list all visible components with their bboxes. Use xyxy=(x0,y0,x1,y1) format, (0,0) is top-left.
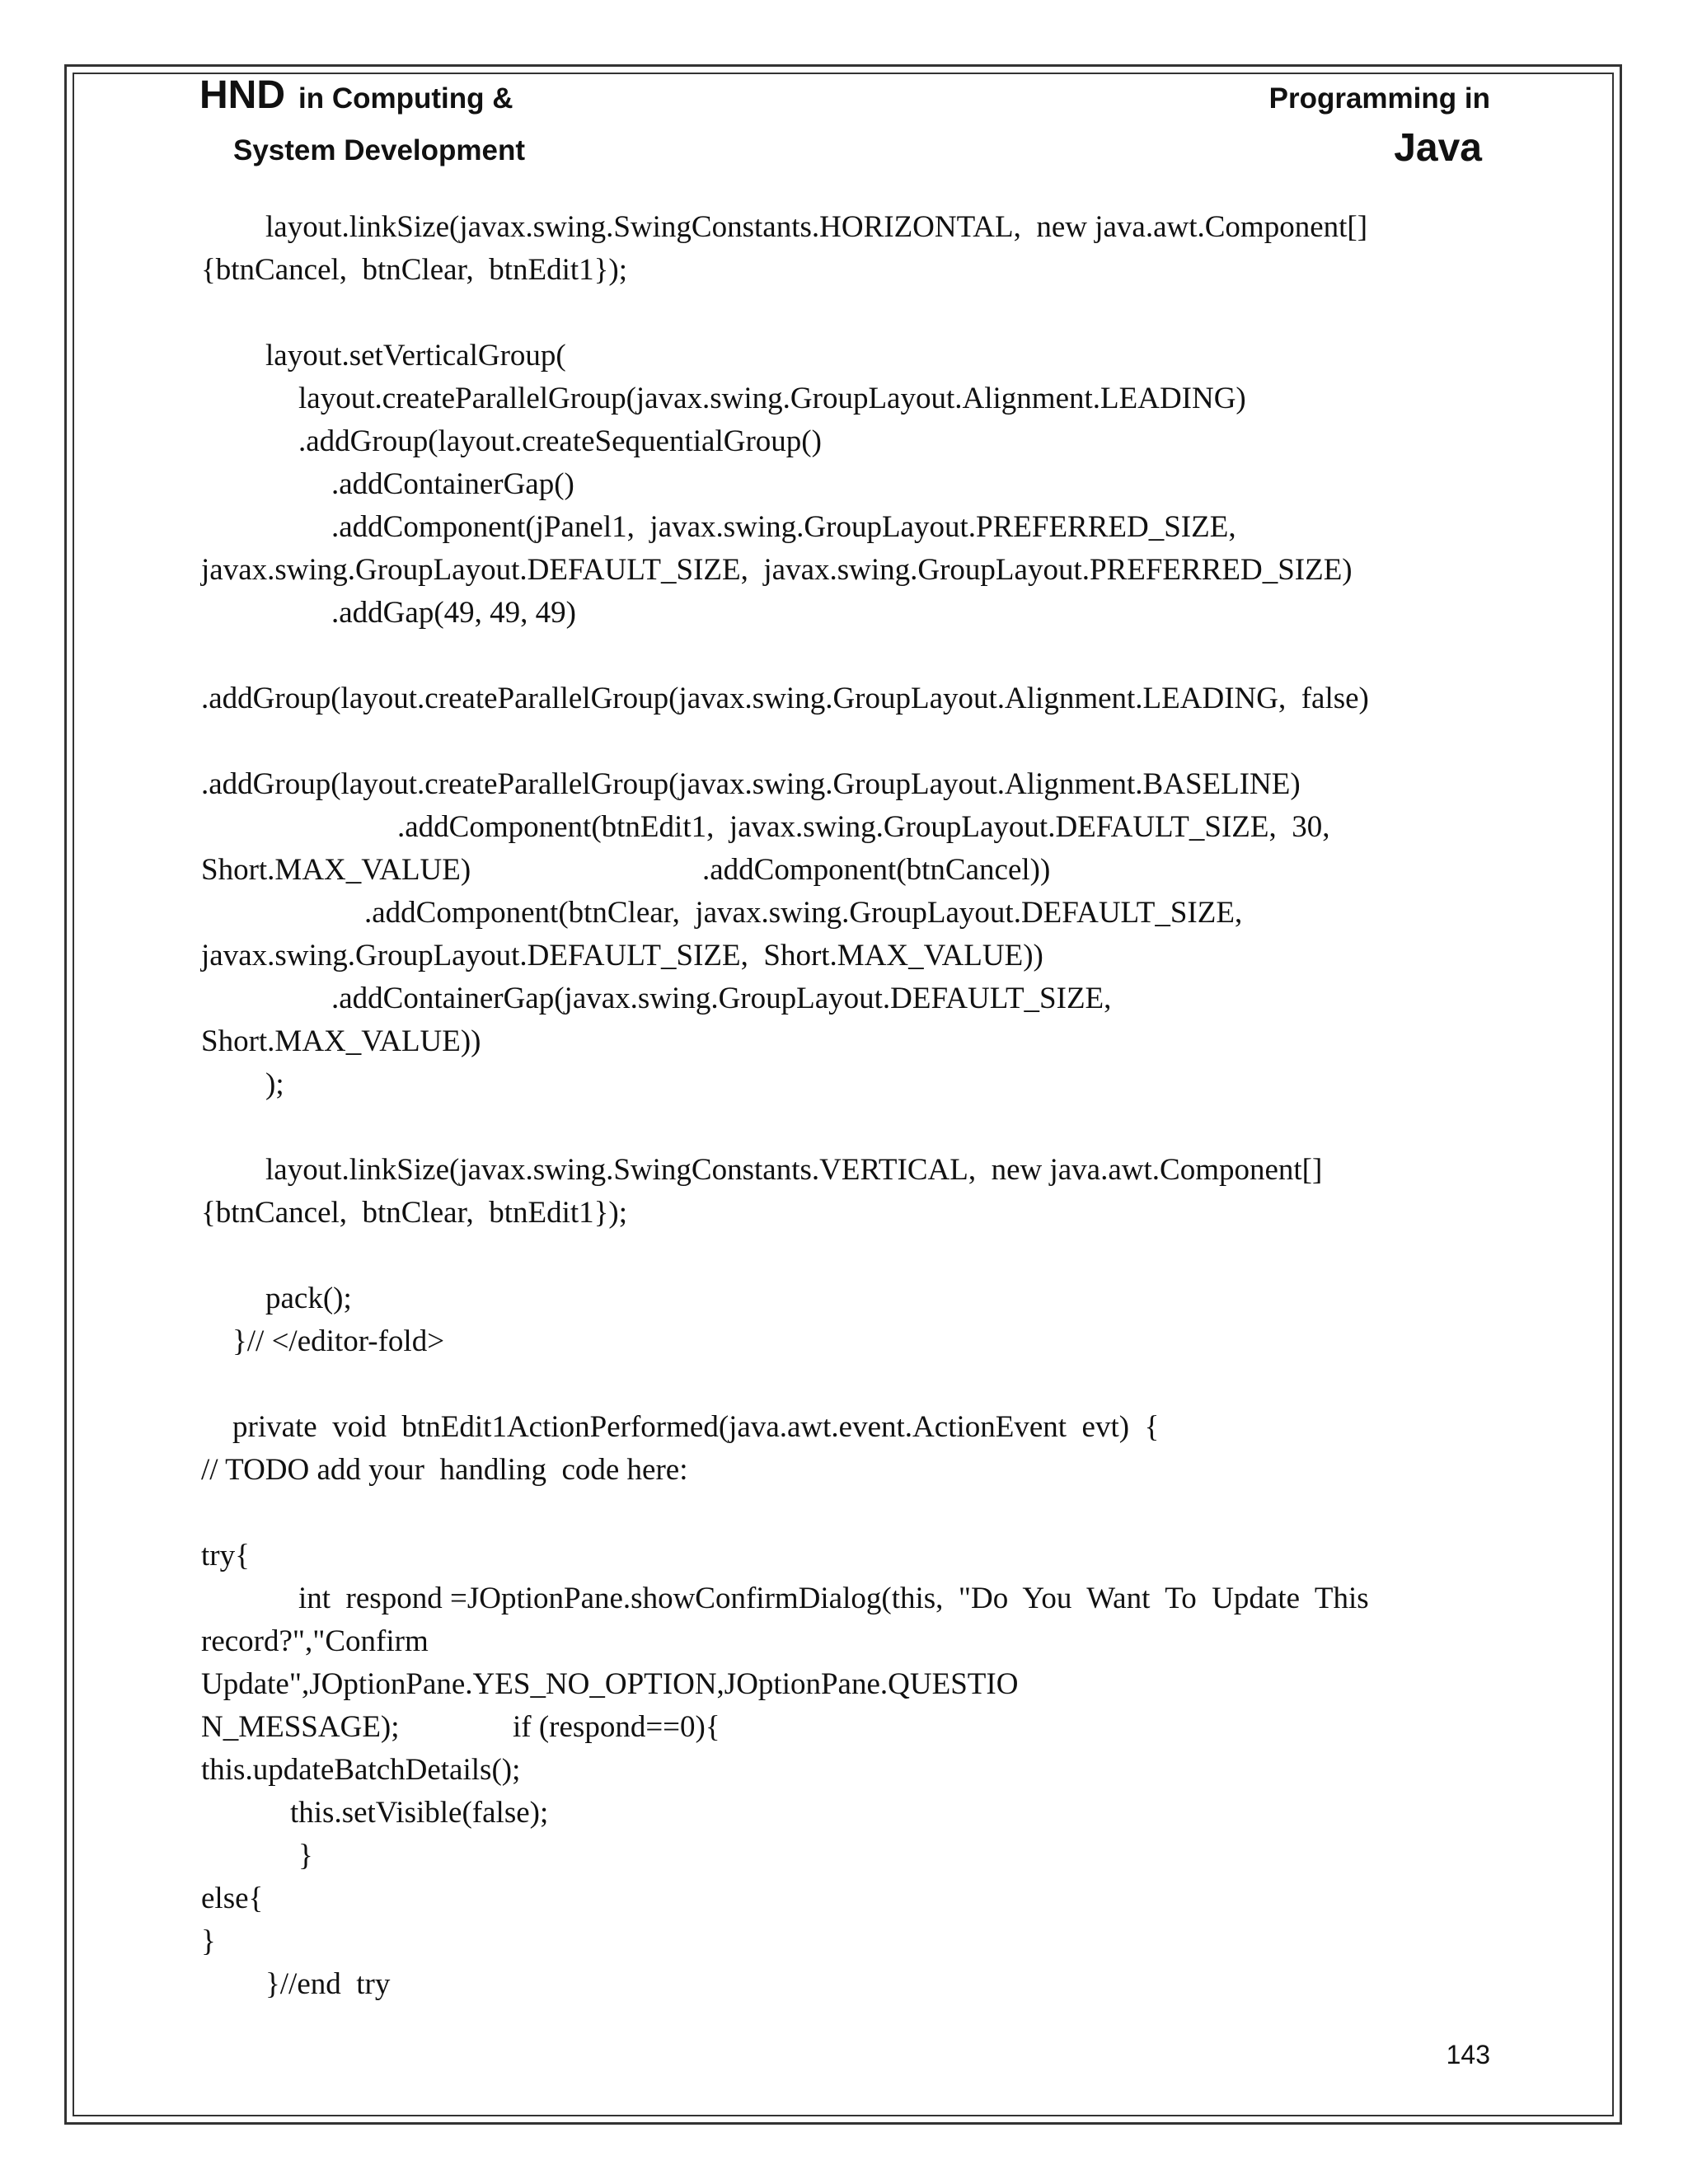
code-line: } xyxy=(298,1839,313,1872)
code-line: record?","Confirm xyxy=(201,1624,429,1658)
code-line: layout.linkSize(javax.swing.SwingConstants.HORIZONTAL, new java.awt.Component[] xyxy=(265,210,1368,244)
code-line: // TODO add your handling code here: xyxy=(201,1453,688,1487)
code-line: .addContainerGap() xyxy=(331,467,574,501)
code-line xyxy=(201,292,1487,335)
code-line: layout.linkSize(javax.swing.SwingConstants.VERTICAL, new java.awt.Component[] xyxy=(265,1153,1323,1187)
code-line: .addComponent(btnClear, javax.swing.GroupLayout.DEFAULT_SIZE, xyxy=(364,896,1243,930)
code-line: {btnCancel, btnClear, btnEdit1}); xyxy=(201,1196,627,1230)
code-line xyxy=(201,635,1487,677)
code-segment: Short.MAX_VALUE) xyxy=(201,853,471,887)
code-line: layout.createParallelGroup(javax.swing.GroupLayout.Alignment.LEADING) xyxy=(298,382,1246,415)
code-line: .addContainerGap(javax.swing.GroupLayout.DEFAULT_SIZE, xyxy=(331,982,1112,1015)
code-segment: N_MESSAGE); xyxy=(201,1710,400,1744)
code-line: .addGroup(layout.createSequentialGroup() xyxy=(298,424,822,458)
code-line xyxy=(201,1235,1487,1277)
code-line xyxy=(201,1106,1487,1149)
code-line xyxy=(201,1492,1487,1535)
code-line xyxy=(201,720,1487,763)
code-line: this.updateBatchDetails(); xyxy=(201,1753,521,1787)
code-line: .addComponent(jPanel1, javax.swing.GroupLayout.PREFERRED_SIZE, xyxy=(331,510,1236,544)
code-line: int respond =JOptionPane.showConfirmDialog(this, "Do You Want To Update This xyxy=(298,1582,1369,1615)
code-line: .addGap(49, 49, 49) xyxy=(331,596,576,630)
header-java: Java xyxy=(1394,126,1482,170)
code-line: } xyxy=(201,1924,216,1958)
code-listing xyxy=(201,206,1487,2006)
code-line: }// </editor-fold> xyxy=(232,1324,445,1358)
header-programming: Programming in xyxy=(1268,82,1490,115)
code-line: javax.swing.GroupLayout.DEFAULT_SIZE, javax.swing.GroupLayout.PREFERRED_SIZE) xyxy=(201,553,1353,587)
code-line: layout.setVerticalGroup( xyxy=(265,339,566,373)
code-line xyxy=(201,1363,1487,1406)
code-segment: .addComponent(btnCancel)) xyxy=(702,853,1051,887)
code-line: {btnCancel, btnClear, btnEdit1}); xyxy=(201,253,627,287)
code-line: .addComponent(btnEdit1, javax.swing.GroupLayout.DEFAULT_SIZE, 30, xyxy=(397,810,1330,844)
code-segment: if (respond==0){ xyxy=(513,1710,720,1744)
code-line: pack(); xyxy=(265,1282,352,1315)
code-line: javax.swing.GroupLayout.DEFAULT_SIZE, Short.MAX_VALUE)) xyxy=(201,939,1043,972)
code-line: .addGroup(layout.createParallelGroup(javax.swing.GroupLayout.Alignment.LEADING, false) xyxy=(201,682,1369,715)
code-line xyxy=(201,1706,1487,1749)
code-line: .addGroup(layout.createParallelGroup(javax.swing.GroupLayout.Alignment.BASELINE) xyxy=(201,767,1301,801)
header-computing: in Computing & xyxy=(298,82,513,115)
code-line: try{ xyxy=(201,1539,250,1572)
code-line: Update",JOptionPane.YES_NO_OPTION,JOptionPane.QUESTIO xyxy=(201,1667,1019,1701)
page-number: 143 xyxy=(1446,2040,1490,2069)
code-line: ); xyxy=(265,1067,284,1101)
code-line: this.setVisible(false); xyxy=(290,1796,549,1830)
code-line: }//end try xyxy=(265,1967,391,2001)
header-system-development: System Development xyxy=(233,134,526,166)
code-line: private void btnEdit1ActionPerformed(java.awt.event.ActionEvent evt) { xyxy=(232,1410,1160,1444)
code-line: else{ xyxy=(201,1882,264,1915)
header-hnd: HND xyxy=(199,73,285,117)
code-line xyxy=(201,849,1487,892)
code-line: Short.MAX_VALUE)) xyxy=(201,1024,481,1058)
